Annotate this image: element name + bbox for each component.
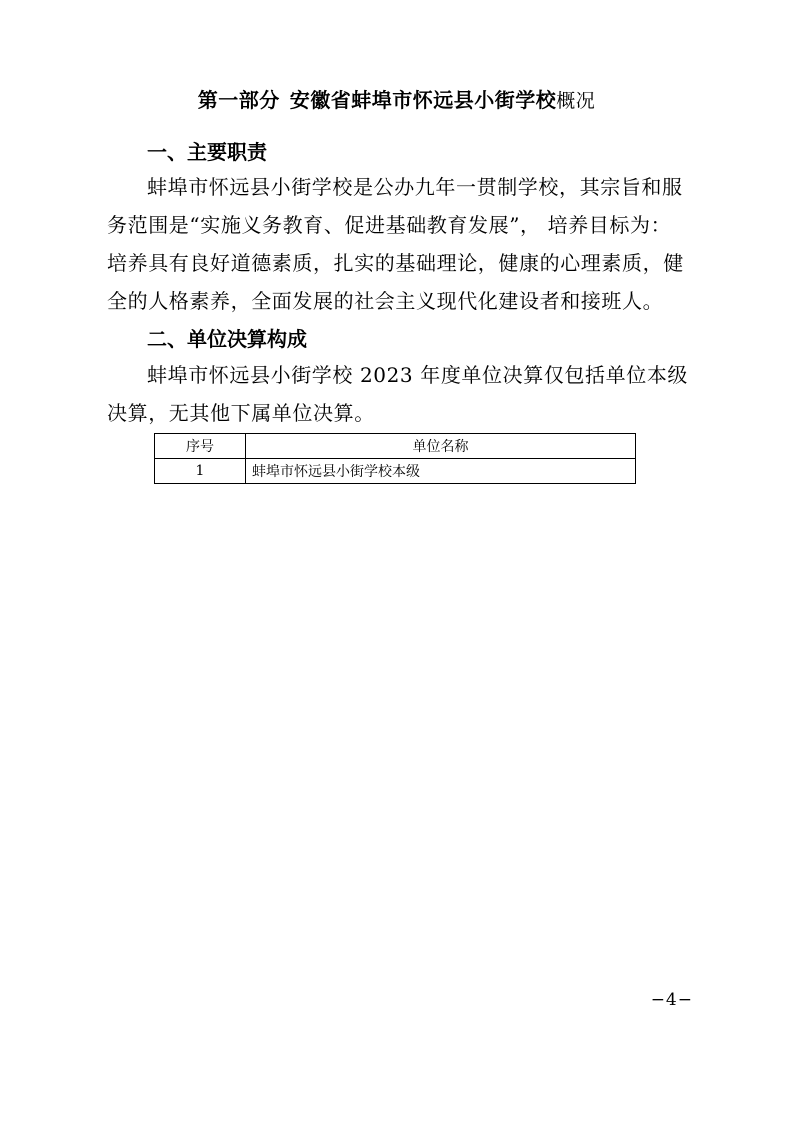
paragraph-line: 全的人格素养，全面发展的社会主义现代化建设者和接班人。: [107, 289, 664, 313]
unit-table: [154, 433, 636, 484]
column-header-unit-name: 单位名称: [246, 434, 636, 459]
page-title: [0, 86, 793, 115]
title-suffix: 概况: [556, 90, 596, 112]
title-prefix: 第一部分: [197, 88, 280, 112]
row-unit-name: 蚌埠市怀远县小街学校本级: [246, 459, 636, 484]
duties-paragraph: [107, 168, 692, 320]
page-number: −4−: [650, 990, 693, 1010]
section-heading-duties: 一、主要职责: [147, 140, 267, 164]
section-heading-composition: 二、单位决算构成: [147, 327, 307, 351]
table-row: [155, 459, 636, 484]
paragraph-line: 决算，无其他下属单位决算。: [107, 401, 375, 425]
row-number: 1: [155, 459, 246, 484]
paragraph-line: 蚌埠市怀远县小街学校 2023 年度单位决算仅包括单位本级: [147, 363, 689, 387]
column-header-number: 序号: [155, 434, 246, 459]
paragraph-line: 蚌埠市怀远县小街学校是公办九年一贯制学校，其宗旨和服: [147, 175, 683, 199]
table-header-row: [155, 434, 636, 459]
paragraph-line: 培养具有良好道德素质，扎实的基础理论，健康的心理素质，健: [107, 251, 684, 275]
composition-paragraph: [107, 356, 692, 432]
title-main: 安徽省蚌埠市怀远县小街学校: [289, 88, 557, 112]
paragraph-line: 务范围是“实施义务教育、促进基础教育发展”， 培养目标为：: [107, 213, 672, 237]
